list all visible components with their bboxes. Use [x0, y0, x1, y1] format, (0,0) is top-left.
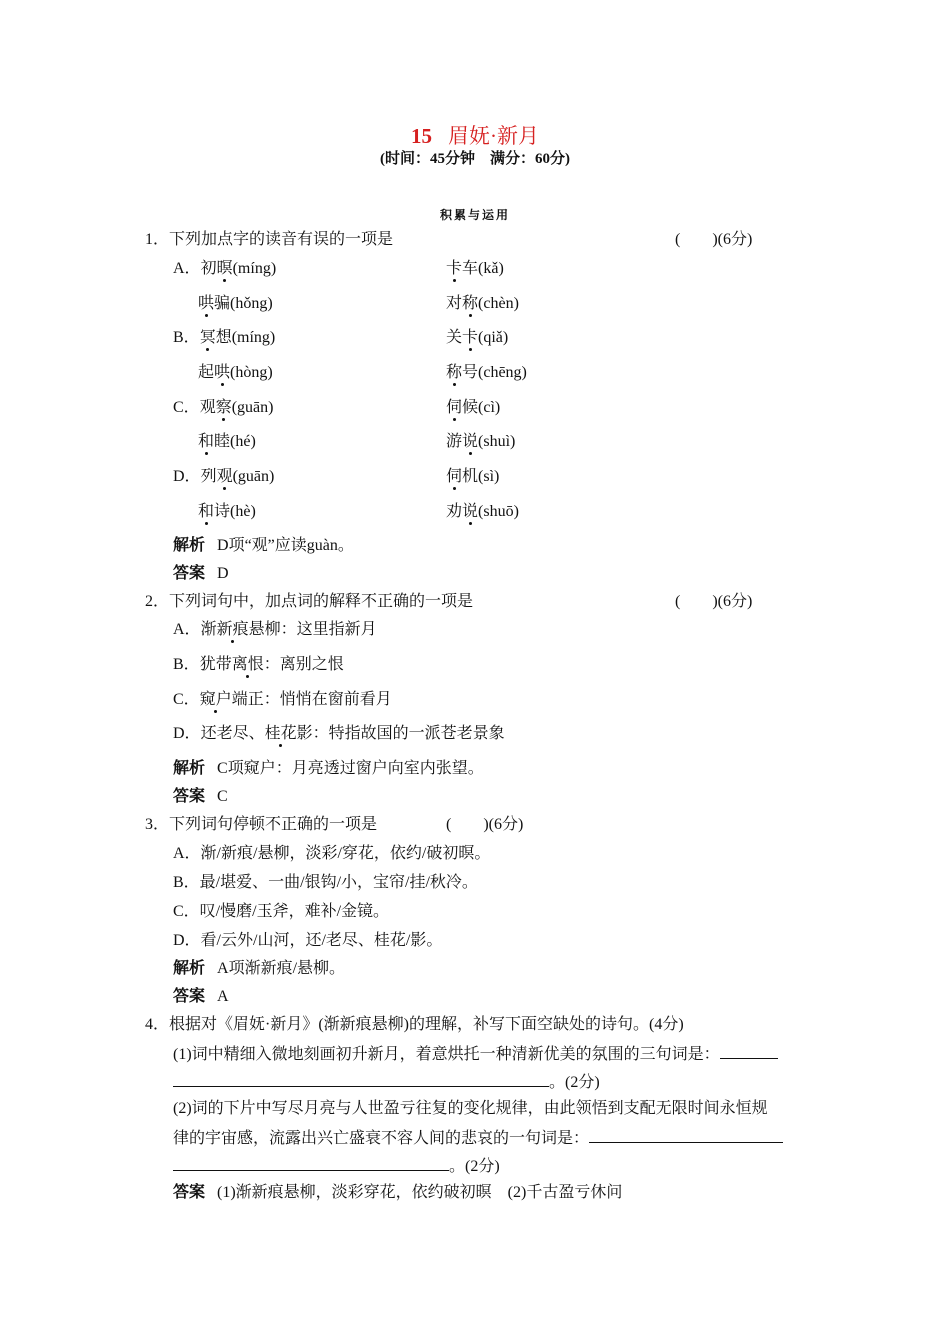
q2-option-a: A．渐新痕悬柳：这里指新月: [173, 621, 377, 638]
q4-part1-blank-a[interactable]: [720, 1043, 778, 1059]
q2-answer: 答案 C: [173, 788, 228, 805]
q1-option-a-row2-left: 哄骗(hǒng): [198, 295, 273, 312]
q2-stem: 2．下列词句中，加点词的解释不正确的一项是: [145, 593, 474, 610]
q1-option-c-row2-right: 游说(shuì): [446, 433, 516, 450]
q4-part1-line2: 。(2分): [173, 1071, 600, 1093]
q1-answer: 答案 D: [173, 565, 229, 582]
q2-option-c: C．窥户端正：悄悄在窗前看月: [173, 691, 392, 708]
q1-option-c-row1-right: 伺候(cì): [446, 399, 501, 416]
q3-stem: 3．下列词句停顿不正确的一项是: [145, 816, 378, 833]
q1-option-a-row2-right: 对称(chèn): [446, 295, 519, 312]
q4-part1-line1: (1)词中精细入微地刻画初升新月，着意烘托一种清新优美的氛围的三句词是：: [173, 1043, 778, 1065]
q3-option-d: D．看/云外/山河，还/老尽、桂花/影。: [173, 932, 443, 949]
q1-option-d-row1-right: 伺机(sì): [446, 468, 500, 485]
q1-option-b-row2-left: 起哄(hòng): [198, 364, 273, 381]
q4-part2-blank-b[interactable]: [173, 1155, 449, 1171]
lesson-number: 15: [411, 124, 432, 148]
q2-analysis: 解析 C项窥户：月亮透过窗户向室内张望。: [173, 760, 484, 777]
q1-option-d-row2-right: 劝说(shuō): [446, 503, 519, 520]
q1-option-b-row1-right: 关卡(qiǎ): [446, 329, 509, 346]
q3-option-a: A．渐/新痕/悬柳，淡彩/穿花，依约/破初暝。: [173, 845, 491, 862]
page-subtitle: (时间：45分钟 满分：60分): [380, 151, 570, 167]
q2-option-d: D．还老尽、桂花影：特指故国的一派苍老景象: [173, 725, 505, 742]
q3-analysis: 解析 A项渐新痕/悬柳。: [173, 960, 346, 977]
q3-option-c: C．叹/慢磨/玉斧，难补/金镜。: [173, 903, 390, 920]
q4-part2-line3: 。(2分): [173, 1155, 500, 1177]
q4-stem: 4．根据对《眉妩·新月》(渐新痕悬柳)的理解，补写下面空缺处的诗句。(4分): [145, 1016, 684, 1033]
q3-option-b: B．最/堪爱、一曲/银钩/小，宝帘/挂/秋冷。: [173, 874, 478, 891]
q4-part2-blank-a[interactable]: [589, 1127, 783, 1143]
lesson-title: 眉妩·新月: [448, 124, 539, 148]
q1-stem: 1．下列加点字的读音有误的一项是: [145, 231, 394, 248]
q3-answer: 答案 A: [173, 988, 229, 1005]
q2-marks: ( )(6分): [675, 593, 753, 610]
q4-part2-line1: (2)词的下片中写尽月亮与人世盈亏往复的变化规律，由此领悟到支配无限时间永恒规: [173, 1100, 768, 1117]
q4-part1-blank-b[interactable]: [173, 1071, 549, 1087]
page-title: [0, 123, 950, 149]
q1-option-d-row1-left: D．列观(guān): [173, 468, 275, 485]
section-title: 积累与运用: [439, 208, 510, 222]
q1-analysis: 解析 D项“观”应读guàn。: [173, 537, 354, 554]
q1-option-d-row2-left: 和诗(hè): [198, 503, 256, 520]
q1-option-b-row2-right: 称号(chēng): [446, 364, 527, 381]
q1-option-b-row1-left: B．冥想(míng): [173, 329, 276, 346]
q4-part2-line2: 律的宇宙感，流露出兴亡盛衰不容人间的悲哀的一句词是：: [173, 1127, 783, 1149]
q2-option-b: B．犹带离恨：离别之恨: [173, 656, 344, 673]
q1-option-a-row1-left: A．初暝(míng): [173, 260, 277, 277]
q3-marks: ( )(6分): [446, 816, 524, 833]
q1-option-c-row2-left: 和睦(hé): [198, 433, 256, 450]
q1-marks: ( )(6分): [675, 231, 753, 248]
q1-option-a-row1-right: 卡车(kǎ): [446, 260, 504, 277]
q4-answer: 答案 (1)渐新痕悬柳，淡彩穿花，依约破初暝 (2)千古盈亏休问: [173, 1184, 623, 1201]
q1-option-c-row1-left: C．观察(guān): [173, 399, 274, 416]
